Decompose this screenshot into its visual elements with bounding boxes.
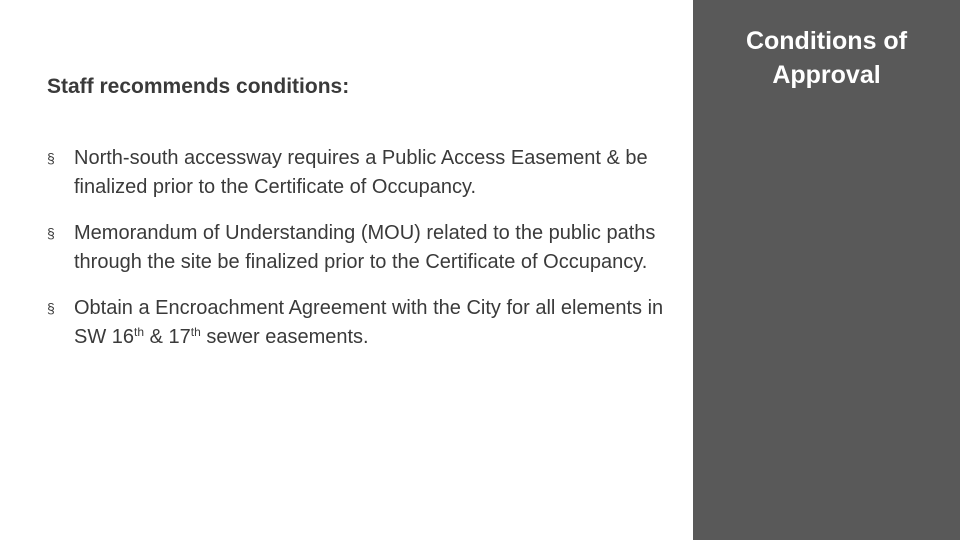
side-panel <box>693 0 960 540</box>
bullet-text-part: sewer easements. <box>200 325 369 348</box>
ordinal-suffix: th <box>190 324 201 339</box>
conditions-list <box>47 144 667 351</box>
section-title-line: Approval <box>772 61 881 89</box>
bullet-text <box>74 297 663 348</box>
bullet-icon: § <box>47 300 55 316</box>
list-item <box>47 294 667 351</box>
section-title-line: Conditions of <box>745 27 908 55</box>
ordinal-suffix: th <box>134 324 145 339</box>
bullet-text-part: Obtain a Encroachment Agreement with the City for all elements in SW 16 <box>74 297 664 348</box>
list-item <box>47 219 667 276</box>
list-item <box>47 144 667 201</box>
bullet-icon: § <box>47 225 55 241</box>
slide-heading: Staff recommends conditions: <box>47 75 350 98</box>
section-title <box>693 24 960 92</box>
bullet-text: North-south accessway requires a Public Access Easement & be finalized prior to the Certificate of Occupancy. <box>74 147 648 198</box>
bullet-text: Memorandum of Understanding (MOU) related to the public paths through the site be finalized prior to the Certificate of Occupancy. <box>74 222 656 273</box>
bullet-text-part: & 17 <box>144 325 191 348</box>
bullet-icon: § <box>47 150 55 166</box>
